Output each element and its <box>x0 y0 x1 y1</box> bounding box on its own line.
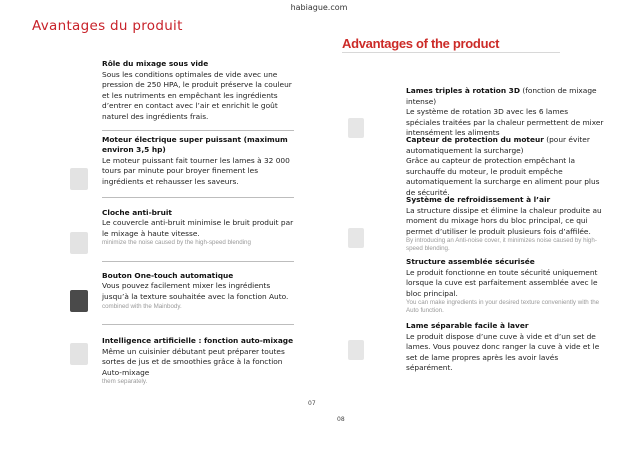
right-page-title: Advantages of the product <box>342 36 500 51</box>
feature-title: Capteur de protection du moteur <box>406 135 544 144</box>
feature-text: Le système de rotation 3D avec les 6 lames spéciales traitées par la chaleur permettent de mixer intensément les aliments <box>406 107 604 138</box>
feature-item <box>102 208 294 247</box>
feature-ghost-text: You can make ingredients in your desired texture conveniently with the Auto function. <box>406 299 600 314</box>
feature-subtitle: (fonction de mixage intense) <box>406 86 597 106</box>
feature-text: Le couvercle anti-bruit minimise le bruit produit par le mixage à haute vitesse. <box>102 218 294 238</box>
feature-item <box>102 135 294 188</box>
product-image <box>70 290 88 312</box>
feature-title: Lame séparable facile à laver <box>406 321 529 330</box>
left-page-title: Avantages du produit <box>32 18 183 34</box>
product-image <box>348 228 364 248</box>
feature-ghost-text: By introducing an Anti-noise cover, it minimizes noise caused by high-speed blending. <box>406 237 597 252</box>
product-image <box>70 343 88 365</box>
left-features <box>102 59 294 386</box>
right-feature-5 <box>406 321 604 374</box>
feature-item <box>102 59 294 123</box>
product-image <box>348 340 364 360</box>
feature-text: Même un cuisinier débutant peut préparer toutes sortes de jus et de smoothies grâce à la fonction Auto-mixage <box>102 346 285 377</box>
feature-text: Le produit dispose d’une cuve à vide et d’un set de lames. Vous pouvez donc ranger la cuve à vide et le set de lame propres après les avoir lavés séparément. <box>406 331 600 373</box>
divider <box>102 261 294 262</box>
feature-ghost-text: combined with the Mainbody. <box>102 302 182 310</box>
feature-text: Le moteur puissant fait tourner les lames à 32 000 tours par minute pour broyer finement les ingrédients et rehausser les saveurs. <box>102 155 290 186</box>
site-url[interactable]: habiague.com <box>290 3 348 12</box>
right-feature-2 <box>406 135 604 199</box>
product-image <box>70 168 88 190</box>
feature-text: Le produit fonctionne en toute sécurité uniquement lorsque la cuve est parfaitement assemblée avec le bloc principal. <box>406 267 598 298</box>
page-number-left: 07 <box>308 400 316 407</box>
feature-text: Vous pouvez facilement mixer les ingrédients jusqu’à la texture souhaitée avec la fonction Auto. <box>102 281 289 301</box>
feature-text: La structure dissipe et élimine la chaleur produite au moment du mixage hors du bloc principal, ce qui permet d’utiliser le produit plusieurs fois d’affilée. <box>406 205 602 236</box>
product-image <box>348 118 364 138</box>
feature-title: Intelligence artificielle : fonction auto-mixage <box>102 336 294 346</box>
page-number-right: 08 <box>337 416 345 423</box>
product-image <box>70 232 88 254</box>
feature-title: Rôle du mixage sous vide <box>102 59 209 68</box>
feature-title: Structure assemblée sécurisée <box>406 257 535 266</box>
right-feature-3 <box>406 195 604 252</box>
feature-item <box>102 271 294 310</box>
feature-title: Cloche anti-bruit <box>102 207 172 217</box>
feature-title: Moteur électrique super puissant (maximum environ 3,5 hp) <box>102 134 288 155</box>
divider <box>102 130 294 131</box>
title-underline <box>342 52 560 53</box>
feature-title: Bouton One-touch automatique <box>102 270 234 280</box>
right-feature-4 <box>406 257 604 314</box>
divider <box>102 197 294 198</box>
feature-title: Lames triples à rotation 3D <box>406 86 520 95</box>
feature-ghost-text: minimize the noise caused by the high-speed blending <box>102 239 251 247</box>
feature-text: Grâce au capteur de protection empêchant la surchauffe du moteur, le produit empêche automatiquement la surcharge en aliment pour plus de sécurité. <box>406 156 600 197</box>
feature-subtitle: (pour éviter automatiquement la surcharge) <box>406 135 590 155</box>
feature-text: Sous les conditions optimales de vide avec une pression de 250 HPA, le produit préserve la couleur et les nutriments en empêchant les ingrédients d’entrer en contact avec l’air et enrichit le goût naturel des ingrédients frais. <box>102 69 292 121</box>
feature-item <box>102 336 294 386</box>
divider <box>102 324 294 325</box>
feature-title: Système de refroidissement à l’air <box>406 195 551 204</box>
feature-ghost-text: them separately. <box>102 378 148 386</box>
right-feature-1 <box>406 86 604 139</box>
